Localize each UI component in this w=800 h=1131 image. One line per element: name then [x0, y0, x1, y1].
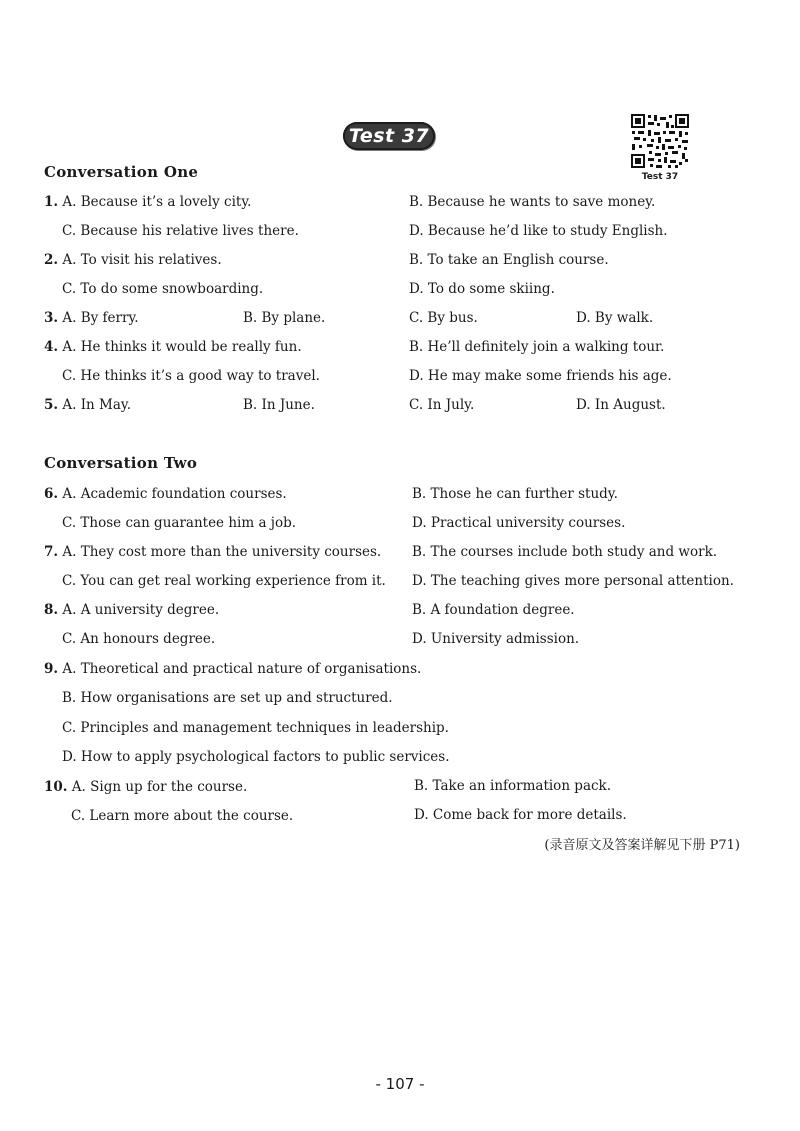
question-10-option-a — [44, 778, 247, 796]
option-text: A. A university degree. — [62, 602, 220, 618]
question-7-option-b: B. The courses include both study and work. — [412, 544, 718, 560]
question-number: 2. — [44, 252, 59, 268]
page-number: - 107 - — [375, 1075, 425, 1093]
question-9-option-b: B. How organisations are set up and structured. — [62, 690, 393, 706]
question-9-option-d: D. How to apply psychological factors to public services. — [62, 749, 450, 765]
question-3-option-b: B. By plane. — [243, 310, 326, 326]
qr-caption: Test 37 — [641, 172, 679, 182]
question-5-option-d: D. In August. — [576, 397, 666, 413]
option-text: A. Academic foundation courses. — [62, 486, 287, 502]
question-5-option-a — [44, 396, 131, 414]
question-4-option-b: B. He’ll definitely join a walking tour. — [409, 339, 665, 355]
question-4-option-a — [44, 338, 302, 356]
option-text: A. They cost more than the university courses. — [62, 544, 382, 560]
conversation-two-title: Conversation Two — [44, 454, 198, 472]
question-1-option-c: C. Because his relative lives there. — [62, 223, 299, 239]
question-4-option-d: D. He may make some friends his age. — [409, 368, 672, 384]
question-number: 3. — [44, 310, 59, 326]
question-6-option-b: B. Those he can further study. — [412, 486, 618, 502]
option-text: A. To visit his relatives. — [62, 252, 222, 268]
question-6-option-c: C. Those can guarantee him a job. — [62, 515, 297, 531]
option-text: A. Theoretical and practical nature of organisations. — [62, 661, 422, 677]
question-8-option-c: C. An honours degree. — [62, 631, 216, 647]
question-9-option-a — [44, 660, 421, 678]
option-text: A. Because it’s a lovely city. — [62, 194, 252, 210]
option-text: A. By ferry. — [62, 310, 139, 326]
question-7-option-c: C. You can get real working experience from it. — [62, 573, 386, 589]
question-2-option-c: C. To do some snowboarding. — [62, 281, 264, 297]
question-10-option-d: D. Come back for more details. — [414, 807, 627, 823]
question-5-option-b: B. In June. — [243, 397, 315, 413]
question-1-option-a — [44, 193, 251, 211]
option-text: A. He thinks it would be really fun. — [62, 339, 302, 355]
question-number: 6. — [44, 486, 59, 502]
question-8-option-b: B. A foundation degree. — [412, 602, 575, 618]
question-2-option-d: D. To do some skiing. — [409, 281, 555, 297]
question-number: 10. — [44, 779, 68, 795]
question-4-option-c: C. He thinks it’s a good way to travel. — [62, 368, 320, 384]
question-number: 9. — [44, 661, 59, 677]
question-10-option-c: C. Learn more about the course. — [71, 808, 294, 824]
option-text: A. Sign up for the course. — [71, 779, 248, 795]
answer-reference-note: (录音原文及答案详解见下册 P71) — [544, 838, 740, 853]
question-1-option-b: B. Because he wants to save money. — [409, 194, 656, 210]
question-number: 1. — [44, 194, 59, 210]
test-badge: Test 37 — [343, 122, 435, 150]
question-3-option-d: D. By walk. — [576, 310, 654, 326]
question-number: 8. — [44, 602, 59, 618]
question-5-option-c: C. In July. — [409, 397, 475, 413]
question-8-option-d: D. University admission. — [412, 631, 580, 647]
qr-code-icon — [630, 113, 690, 169]
question-8-option-a — [44, 601, 219, 619]
question-3-option-a — [44, 309, 139, 327]
option-text: A. In May. — [62, 397, 132, 413]
question-3-option-c: C. By bus. — [409, 310, 478, 326]
question-number: 4. — [44, 339, 59, 355]
question-number: 7. — [44, 544, 59, 560]
question-6-option-d: D. Practical university courses. — [412, 515, 626, 531]
question-10-option-b: B. Take an information pack. — [414, 778, 612, 794]
question-7-option-a — [44, 543, 381, 561]
question-1-option-d: D. Because he’d like to study English. — [409, 223, 668, 239]
question-7-option-d: D. The teaching gives more personal attention. — [412, 573, 734, 589]
question-2-option-b: B. To take an English course. — [409, 252, 609, 268]
conversation-one-title: Conversation One — [44, 163, 199, 181]
question-6-option-a — [44, 485, 287, 503]
question-number: 5. — [44, 397, 59, 413]
question-2-option-a — [44, 251, 222, 269]
question-9-option-c: C. Principles and management techniques in leadership. — [62, 720, 449, 736]
